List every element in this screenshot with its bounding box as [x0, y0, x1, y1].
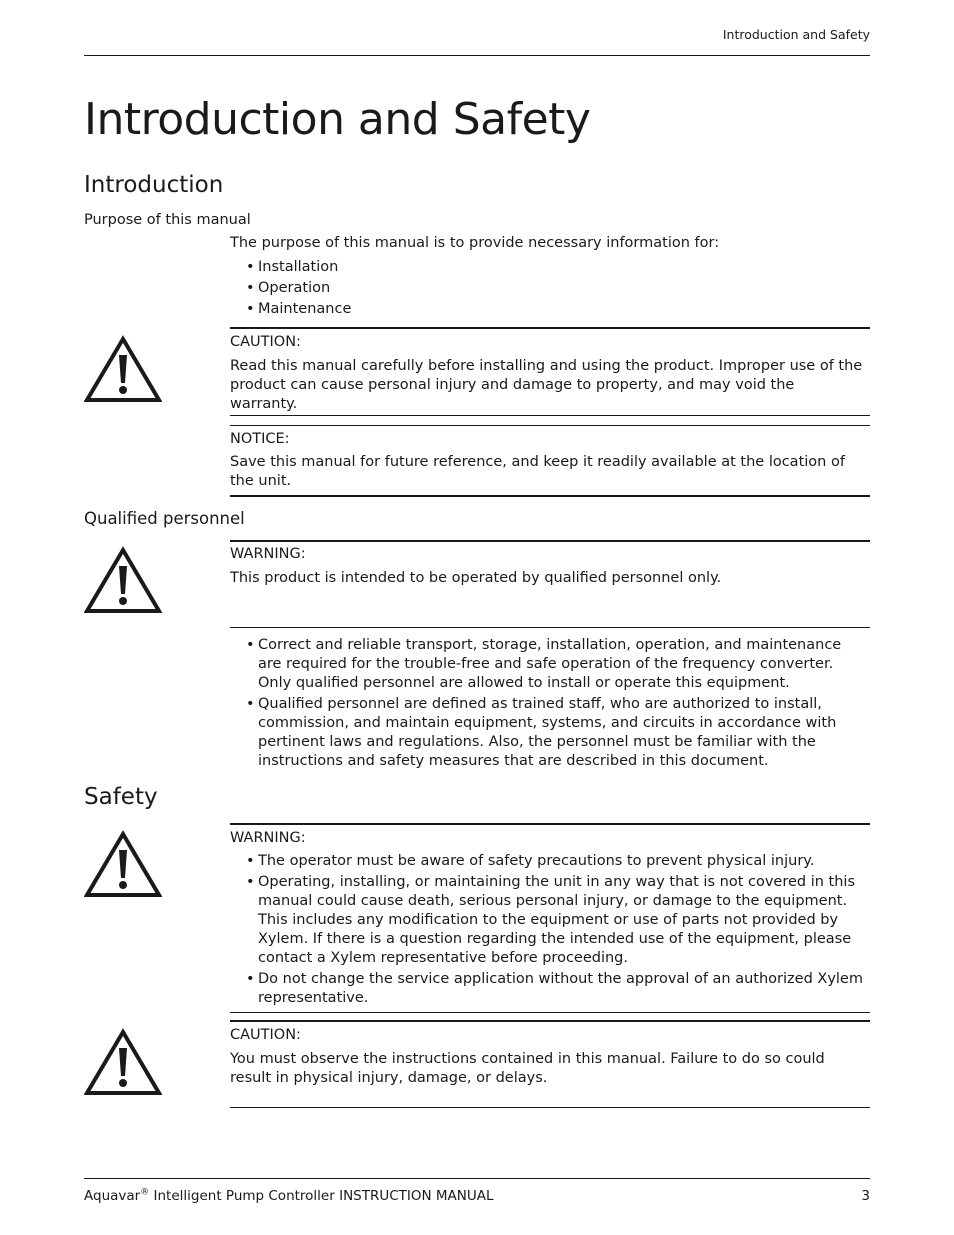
admonition-rule-bottom	[230, 627, 870, 628]
section-heading-introduction: Introduction	[84, 172, 224, 198]
admonition-rule-bottom	[230, 1012, 870, 1013]
subheading-purpose: Purpose of this manual	[84, 212, 251, 228]
list-item: • Installation	[246, 258, 866, 277]
warning-triangle-icon	[84, 335, 162, 403]
admonition-rule-bottom	[230, 415, 870, 416]
warning-label: WARNING:	[230, 830, 306, 846]
admonition-rule-bottom	[230, 1107, 870, 1108]
notice-message: Save this manual for future reference, and keep it readily available at the location of the unit.	[230, 454, 845, 489]
admonition-rule-bottom	[230, 495, 870, 497]
qualified-personnel-list	[246, 636, 866, 773]
registered-mark: ®	[140, 1187, 150, 1198]
caution-message: Read this manual carefully before installing and using the product. Improper use of the product can cause personal injury and damage to property, and may void the warranty.	[230, 358, 863, 412]
purpose-list	[246, 258, 866, 321]
list-item: • Maintenance	[246, 300, 866, 319]
admonition-rule-top	[230, 425, 870, 426]
header-rule	[84, 55, 870, 56]
page-title: Introduction and Safety	[84, 94, 591, 145]
brand-name: Aquavar	[84, 1188, 141, 1204]
admonition-rule-top	[230, 1020, 870, 1022]
caution-message: You must observe the instructions contained in this manual. Failure to do so could result in physical injury, damage, or delays.	[230, 1051, 825, 1086]
warning-triangle-icon	[84, 1028, 162, 1096]
admonition-rule-top	[230, 823, 870, 825]
list-item: • Operating, installing, or maintaining the unit in any way that is not covered in this manual could cause death, serious personal injury, or damage to the equipment. This includes any modification to the equipment or use of parts not provided by Xylem. If there is a question regarding the intended use of the equipment, please contact a Xylem representative before proceeding.	[246, 873, 866, 968]
list-item: • Do not change the service application without the approval of an authorized Xylem representative.	[246, 970, 866, 1008]
admonition-rule-top	[230, 327, 870, 329]
notice-label: NOTICE:	[230, 431, 290, 447]
safety-warning-list	[246, 852, 866, 1010]
list-item: • The operator must be aware of safety precautions to prevent physical injury.	[246, 852, 866, 871]
admonition-rule-top	[230, 540, 870, 542]
warning-label: WARNING:	[230, 546, 306, 562]
purpose-intro: The purpose of this manual is to provide necessary information for:	[230, 235, 720, 251]
footer-rule	[84, 1178, 870, 1179]
warning-triangle-icon	[84, 830, 162, 898]
list-item: • Qualified personnel are defined as trained staff, who are authorized to install, commission, and maintain equipment, systems, and circuits in accordance with pertinent laws and regulations. Also, the personnel must be familiar with the instructions and safety measures that are described in this document.	[246, 695, 866, 771]
subheading-qualified-personnel: Qualified personnel	[84, 509, 245, 528]
manual-title: Intelligent Pump Controller INSTRUCTION MANUAL	[149, 1188, 494, 1204]
warning-message: This product is intended to be operated by qualified personnel only.	[230, 570, 722, 586]
caution-label: CAUTION:	[230, 334, 301, 350]
warning-triangle-icon	[84, 546, 162, 614]
footer-manual-title	[84, 1188, 494, 1204]
list-item: • Correct and reliable transport, storage, installation, operation, and maintenance are required for the trouble-free and safe operation of the frequency converter. Only qualified personnel are allowed to install or operate this equipment.	[246, 636, 866, 693]
caution-label: CAUTION:	[230, 1027, 301, 1043]
page-number: 3	[861, 1188, 870, 1204]
running-header: Introduction and Safety	[722, 27, 870, 42]
section-heading-safety: Safety	[84, 784, 158, 810]
list-item: • Operation	[246, 279, 866, 298]
